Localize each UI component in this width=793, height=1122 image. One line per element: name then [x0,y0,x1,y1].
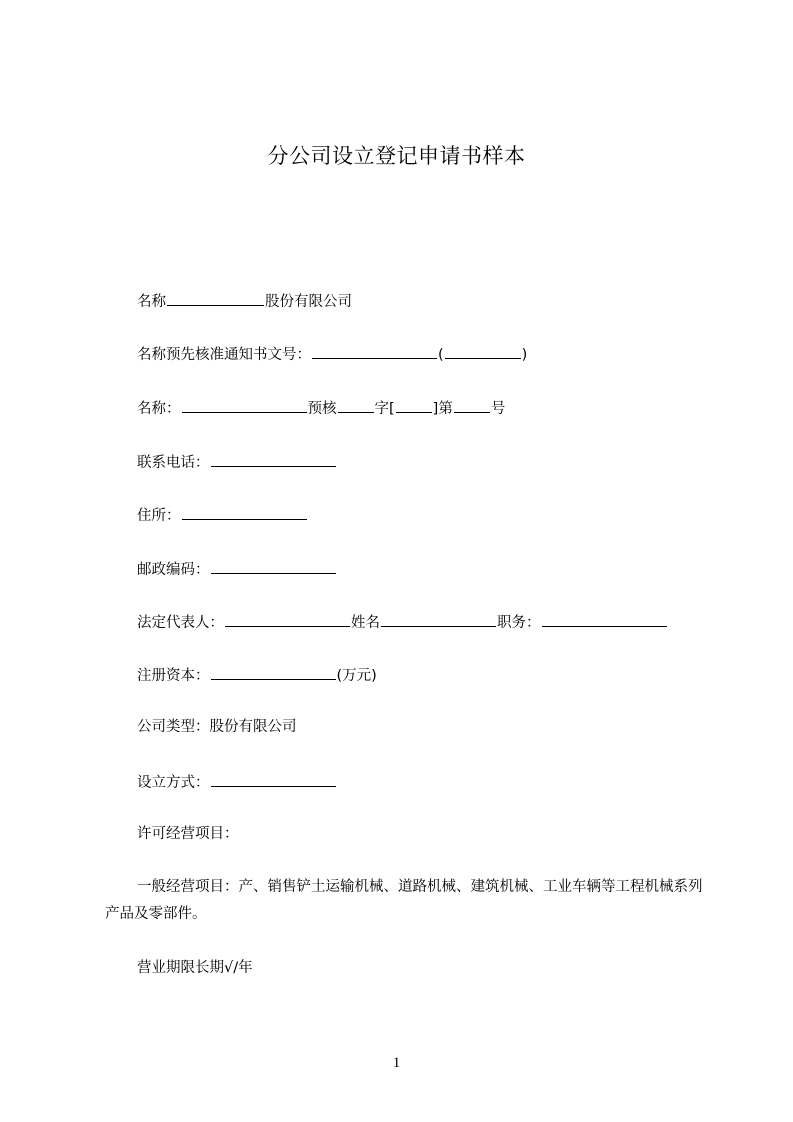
establish-method-line [137,771,337,793]
capital-blank[interactable] [211,664,336,680]
term-value: √/年 [224,960,253,976]
zi-blank[interactable] [396,397,432,413]
general-items-value: 产、销售铲土运输机械、道路机械、建筑机械、工业车辆等工程机械系列产品及零部件。 [105,879,703,922]
establish-method-blank[interactable] [211,771,336,787]
licensed-items-line [137,824,239,844]
di-blank[interactable] [454,397,490,413]
page-number: 1 [392,1055,401,1071]
position-blank[interactable] [542,611,667,627]
general-items-label: 一般经营项目： [137,879,239,895]
postcode-line [137,558,337,580]
legal-rep-blank[interactable] [225,611,350,627]
di-text: ]第 [432,401,453,417]
phone-blank[interactable] [211,451,336,467]
name-suffix: 股份有限公司 [265,294,352,310]
postcode-label: 邮政编码： [137,562,210,578]
name-approval-line [137,397,505,419]
address-label: 住所： [137,508,181,524]
company-type-line [137,717,297,737]
yuhe-blank[interactable] [338,397,374,413]
company-type-value: 股份有限公司 [209,719,297,735]
paren-open: ( [438,347,444,363]
notice-number-line [137,343,527,365]
postcode-blank[interactable] [211,558,336,574]
capital-line [137,664,377,686]
capital-label: 注册资本： [137,668,210,684]
name2-label: 名称： [137,401,181,417]
notice-paren-blank[interactable] [445,343,521,359]
name2-blank[interactable] [182,397,307,413]
person-name-blank[interactable] [381,611,496,627]
capital-unit: (万元) [336,668,377,684]
document-title: 分公司设立登记申请书样本 [267,144,526,168]
paren-close: ) [521,347,528,363]
legal-rep-label: 法定代表人： [137,615,224,631]
person-name-label: 姓名 [351,615,380,631]
phone-line [137,451,337,473]
legal-rep-line [137,611,668,633]
licensed-items-label: 许可经营项目： [137,826,239,842]
company-name-line [137,290,352,312]
term-label: 营业期限长期 [137,960,224,976]
name-label: 名称 [137,294,166,310]
address-line [137,504,308,526]
company-type-label: 公司类型： [137,719,210,735]
notice-blank[interactable] [312,343,437,359]
establish-method-label: 设立方式： [137,775,210,791]
phone-label: 联系电话： [137,455,210,471]
zi-text: 字[ [374,401,395,417]
yuhe-text: 预核 [307,401,337,417]
name-blank[interactable] [167,290,264,306]
hao-text: 号 [490,401,506,417]
general-items-paragraph [105,874,705,928]
notice-label: 名称预先核准通知书文号： [137,347,311,363]
position-label: 职务： [497,615,541,631]
term-line [137,958,253,978]
address-blank[interactable] [182,504,307,520]
